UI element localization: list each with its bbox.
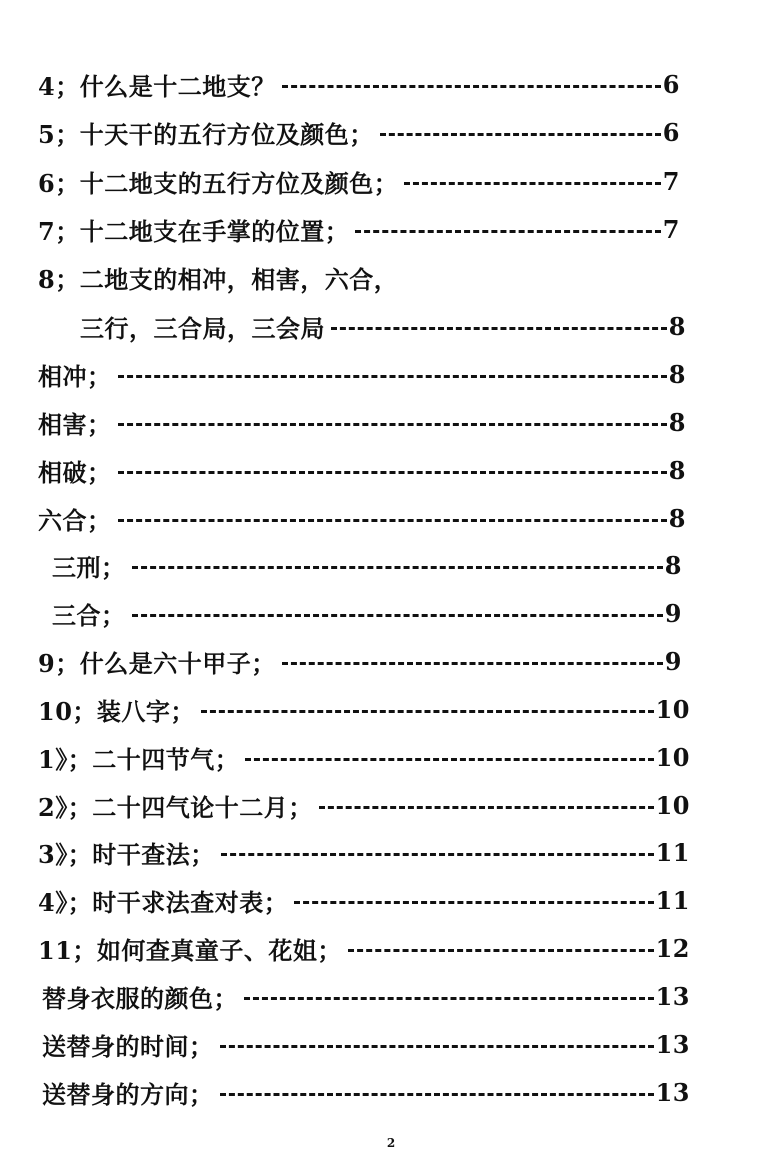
toc-entry-label: 相害； — [38, 409, 112, 439]
toc-entry-page: 10 — [655, 742, 690, 772]
toc-entry — [38, 879, 690, 921]
toc-entry-label: 送替身的时间； — [42, 1031, 214, 1061]
toc-leader — [220, 1045, 654, 1048]
toc-entry-page: 13 — [655, 1029, 690, 1059]
toc-entry-page: 6 — [662, 117, 680, 147]
toc-entry-heading — [38, 256, 680, 298]
toc-entry-page: 12 — [655, 933, 690, 963]
toc-entry-page: 11 — [655, 885, 690, 915]
toc-leader — [132, 614, 663, 617]
toc-entry-label: 10；装八字； — [38, 696, 195, 726]
toc-entry — [38, 497, 686, 539]
toc-entry — [38, 688, 690, 730]
toc-entry-label: 1》；二十四节气； — [38, 744, 240, 774]
toc-entry-page: 13 — [655, 1077, 690, 1107]
toc-entry-label: 4；什么是十二地支？ — [38, 71, 276, 101]
toc-leader — [348, 949, 654, 952]
toc-entry-label: 4》；时干求法查对表； — [38, 887, 289, 917]
toc-entry-page: 8 — [668, 503, 686, 533]
toc-leader — [319, 806, 654, 809]
toc-entry-page: 8 — [668, 455, 686, 485]
toc-entry-page: 8 — [668, 359, 686, 389]
toc-entry-label: 相破； — [38, 457, 112, 487]
toc-leader — [220, 1093, 654, 1096]
toc-leader — [132, 566, 663, 569]
toc-entry-label: 相冲； — [38, 361, 112, 391]
toc-entry-label: 7；十二地支在手掌的位置； — [38, 216, 350, 246]
toc-entry-label: 三行，三合局，三会局 — [80, 313, 325, 343]
toc-leader — [221, 853, 654, 856]
toc-entry — [38, 640, 682, 682]
toc-entry — [38, 208, 680, 250]
toc-entry-page: 10 — [655, 694, 690, 724]
toc-entry — [42, 1023, 690, 1065]
toc-leader — [282, 85, 661, 88]
toc-entry — [38, 401, 686, 443]
toc-entry-label: 8；二地支的相冲，相害，六合， — [38, 264, 399, 294]
toc-entry-page: 8 — [668, 407, 686, 437]
toc-entry — [38, 111, 680, 153]
toc-entry — [38, 784, 690, 826]
toc-leader — [118, 375, 667, 378]
toc-entry-label: 3》；时干查法； — [38, 839, 215, 869]
toc-leader — [404, 182, 661, 185]
toc-entry-label: 11；如何查真童子、花姐； — [38, 935, 342, 965]
toc-entry — [38, 831, 690, 873]
toc-entry-page: 7 — [662, 214, 680, 244]
toc-entry — [38, 449, 686, 491]
toc-entry — [52, 544, 682, 586]
toc-leader — [282, 662, 663, 665]
toc-entry-page: 9 — [664, 598, 682, 628]
toc-entry-label: 六合； — [38, 505, 112, 535]
toc-entry — [38, 160, 680, 202]
toc-entry-label: 三刑； — [52, 552, 126, 582]
toc-entry — [38, 353, 686, 395]
toc-entry-label: 9；什么是六十甲子； — [38, 648, 276, 678]
toc-entry-label: 5；十天干的五行方位及颜色； — [38, 119, 374, 149]
toc-entry-label: 三合； — [52, 600, 126, 630]
toc-leader — [380, 133, 661, 136]
toc-entry-label: 替身衣服的颜色； — [42, 983, 238, 1013]
toc-entry-page: 10 — [655, 790, 690, 820]
toc-entry — [38, 927, 690, 969]
toc-entry-label: 送替身的方向； — [42, 1079, 214, 1109]
toc-leader — [331, 327, 667, 330]
toc-entry — [38, 736, 690, 778]
toc-entry-page: 7 — [662, 166, 680, 196]
toc-entry-page: 11 — [655, 837, 690, 867]
toc-entry-page: 6 — [662, 69, 680, 99]
toc-leader — [245, 758, 653, 761]
toc-entry-page: 8 — [664, 550, 682, 580]
toc-entry-page: 13 — [655, 981, 690, 1011]
toc-leader — [244, 997, 654, 1000]
toc-entry — [52, 592, 682, 634]
toc-leader — [118, 519, 667, 522]
toc-leader — [355, 230, 661, 233]
toc-entry — [42, 1071, 690, 1113]
toc-leader — [294, 901, 653, 904]
toc-leader — [118, 423, 667, 426]
toc-entry-page: 8 — [668, 311, 686, 341]
toc-entry — [80, 305, 686, 347]
toc-entry — [42, 975, 690, 1017]
toc-leader — [201, 710, 654, 713]
toc-entry-label: 2》；二十四气论十二月； — [38, 792, 313, 822]
toc-leader — [118, 471, 667, 474]
page-number: 2 — [386, 1136, 396, 1150]
toc-entry — [38, 63, 680, 105]
toc-entry-page: 9 — [664, 646, 682, 676]
toc-entry-label: 6；十二地支的五行方位及颜色； — [38, 168, 399, 198]
